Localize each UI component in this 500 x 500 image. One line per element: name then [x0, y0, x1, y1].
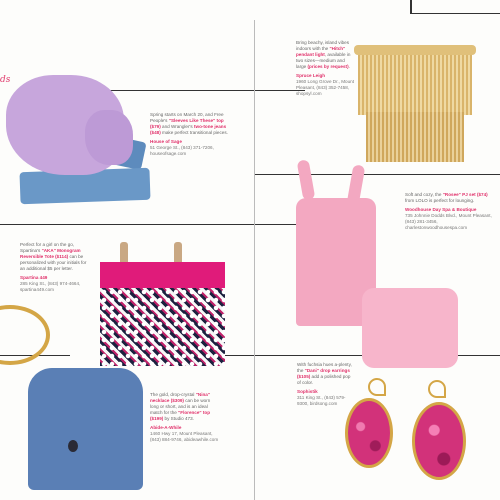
necklace-pendant: [68, 440, 78, 452]
earring-left: [345, 398, 393, 468]
gold-bracelet-image: [0, 305, 50, 365]
pj-caption: Soft and cozy, the "Rosee" PJ set ($74) from LOLO is perfect for lounging. Woodhouse Day Spa & Boutique 735 Johnnie Dodds Blvd., Mount Pleasant, (843) 281-3456, charlestonwoodhousespa.com: [405, 192, 497, 231]
earrings-caption: With fuchsia hues a-plenty, the "Dani" drop earrings ($105) add a polished pop of color. Sophistik 311 King St., (843) 579-9300, birdsong.com: [297, 362, 355, 407]
sweater-store: House of Sage: [150, 139, 182, 144]
denim-top: [28, 368, 143, 490]
tote-pink-panel: [100, 262, 225, 288]
lamp-store: Spruce Leigh: [296, 73, 326, 78]
pj-store: Woodhouse Day Spa & Boutique: [405, 207, 477, 212]
rule-row2-left: [0, 224, 300, 225]
earring-right: [412, 402, 466, 480]
vrule-center: [254, 20, 255, 500]
rule-mid-right: [255, 174, 500, 175]
tote-pattern: [100, 288, 225, 366]
tote-caption: Perfect for a girl on the go, Spartina's "AKA" Monogram Reversible Tote ($114) can be personalized with your initials for an additional $5 per letter. Spartina 449 285 King St., (843) 974-4664, spartina449.com: [20, 242, 90, 293]
sweater-sleeve: [85, 110, 133, 165]
earrings-store: Sophistik: [297, 389, 318, 394]
pj-shorts: [362, 288, 458, 368]
margin-script-text: ds: [0, 75, 11, 85]
top-rule-h: [412, 13, 500, 14]
tote-store: Spartina 449: [20, 275, 48, 280]
necklace-caption: The gold, drop-crystal "Nina" necklace ($309) can be worn long or short, and is an ideal match for the "Florence" top ($199) by Studio 473. Abide-A-While 1460 Hwy 17, Mount Pleasant, (843) 884-9746, abideawhile.com: [150, 392, 219, 442]
top-rule-right: [410, 0, 412, 14]
sweater-caption: Spring starts on March 20, and Free People's "Sleeves Like These" top ($79) and Wrangler's two-tone jeans ($48) make perfect transitional pieces. House of Sage 51 George St., (843) 371-7206, houseofsage.com: [150, 112, 228, 156]
lamp-caption: Bring beachy, island vibes indoors with the "Hitch" pendant light, available in two sizes—medium and large (prices by request). Spruce Leigh 1960 Long Grove Dr., Mount Pleasant, (843) 352-7458, shopsyl.com: [296, 40, 354, 96]
necklace-store: Abide-A-While: [150, 425, 182, 430]
